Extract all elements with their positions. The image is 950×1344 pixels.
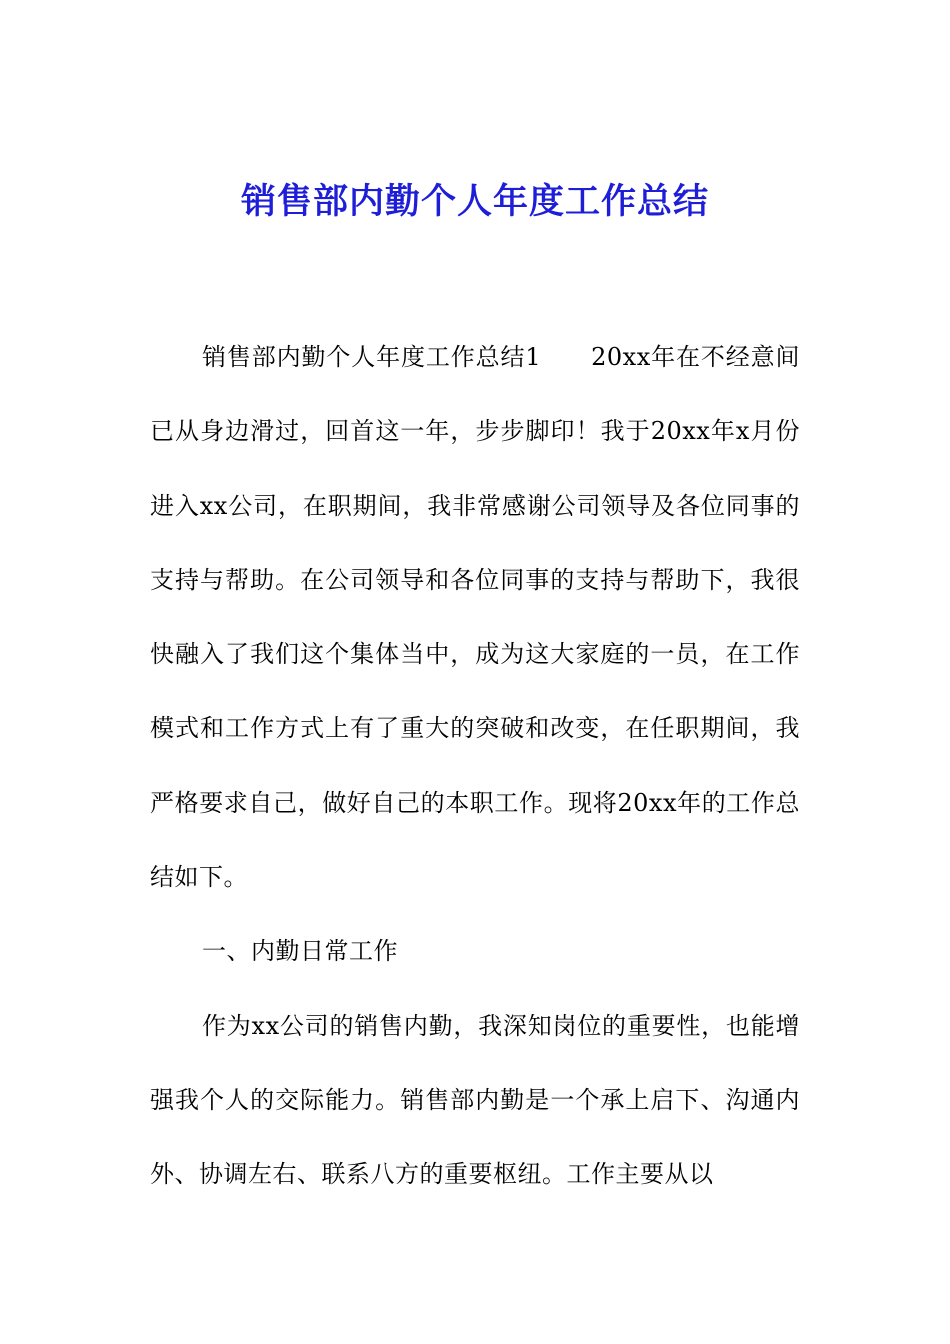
document-title: 销售部内勤个人年度工作总结 bbox=[240, 182, 709, 222]
paragraph-lead: 销售部内勤个人年度工作总结1 bbox=[202, 343, 542, 371]
paragraph-intro bbox=[150, 320, 800, 914]
section-heading: 一、内勤日常工作 bbox=[202, 937, 398, 966]
paragraph: 作为xx公司的销售内勤，我深知岗位的重要性，也能增强我个人的交际能力。销售部内勤是一个承上启下、沟通内外、协调左右、联系八方的重要枢纽。工作主要从以 bbox=[150, 1011, 800, 1189]
document-body bbox=[150, 320, 800, 1212]
paragraph-text: 20xx年在不经意间已从身边滑过，回首这一年，步步脚印！我于20xx年x月份进入xx公司，在职期间，我非常感谢公司领导及各位同事的支持与帮助。在公司领导和各位同事的支持与帮助下，我很快融入了我们这个集体当中，成为这大家庭的一员，在工作模式和工作方式上有了重大的突破和改变，在任职期间，我严格要求自己，做好自己的本职工作。现将20xx年的工作总结如下。 bbox=[150, 343, 800, 892]
